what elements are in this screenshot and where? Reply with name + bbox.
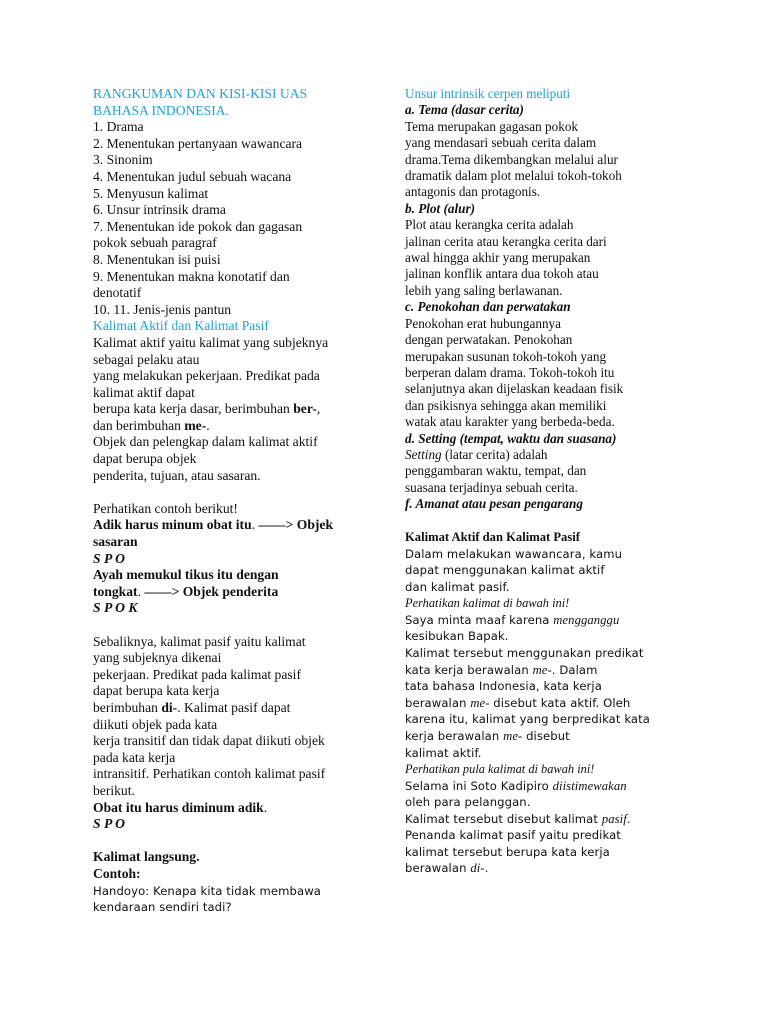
subheading-setting: d. Setting (tempat, waktu dan suasana) xyxy=(405,430,617,446)
instruction-line: Perhatikan kalimat di bawah ini! xyxy=(405,596,570,611)
list-item: 8. Menentukan isi puisi xyxy=(93,251,221,267)
paragraph-line xyxy=(93,401,383,418)
paragraph-line: sebagai pelaku atau xyxy=(93,351,200,367)
text: Selama ini Soto Kadipiro xyxy=(405,778,553,793)
text: . xyxy=(251,517,256,533)
paragraph-line: yang subjeknya dikenai xyxy=(93,650,222,666)
text: ––—> Objek xyxy=(255,517,334,533)
paragraph-line: awal hingga akhir yang merupakan xyxy=(405,250,591,266)
paragraph-line xyxy=(93,700,383,717)
text: . xyxy=(484,861,489,876)
paragraph-line: suasana terjadinya sebuah cerita. xyxy=(405,479,578,495)
paragraph-line: kalimat aktif. xyxy=(405,745,482,760)
text: berawalan xyxy=(405,861,471,876)
doc-title-line-2: BAHASA INDONESIA. xyxy=(93,102,229,118)
italic-term: pasif xyxy=(601,811,627,826)
paragraph-line: berperan dalam drama. Tokoh-tokoh itu xyxy=(405,364,615,380)
paragraph-line: karena itu, kalimat yang berpredikat kata xyxy=(405,712,650,727)
example-intro: Perhatikan contoh berikut! xyxy=(93,500,238,516)
paragraph-line: merupakan susunan tokoh-tokoh yang xyxy=(405,348,607,364)
paragraph-line: selanjutnya akan dijelaskan keadaan fisik xyxy=(405,381,624,397)
italic-term: mengganggu xyxy=(553,612,620,627)
italic-term: me- xyxy=(532,662,552,677)
text: Kalimat tersebut disebut kalimat xyxy=(405,811,602,826)
text: kata kerja berawalan xyxy=(405,662,533,677)
paragraph-line xyxy=(405,811,685,828)
text: Saya minta maaf karena xyxy=(405,612,554,627)
paragraph-line: yang melakukan pekerjaan. Predikat pada xyxy=(93,368,320,384)
text: kerja berawalan xyxy=(405,728,504,743)
paragraph-line: lebih yang saling berlawanan. xyxy=(405,282,563,298)
text: , xyxy=(316,401,321,417)
paragraph-line xyxy=(93,418,383,435)
left-column xyxy=(93,86,383,916)
list-item: pokok sebuah paragraf xyxy=(93,235,217,251)
list-item: 6. Unsur intrinsik drama xyxy=(93,202,226,218)
paragraph-line xyxy=(405,612,685,629)
paragraph-line: dan psikisnya sehingga akan memiliki xyxy=(405,397,607,413)
subheading-tema: a. Tema (dasar cerita) xyxy=(405,102,524,118)
section-heading-unsur: Unsur intrinsik cerpen meliputi xyxy=(405,86,571,101)
text: disebut kata aktif. Oleh xyxy=(489,695,631,710)
paragraph-line: yang mendasari sebuah cerita dalam xyxy=(405,135,597,151)
paragraph-line: kalimat aktif dapat xyxy=(93,384,195,400)
sentence-pattern: S P O xyxy=(93,550,125,566)
paragraph-line: Objek dan pelengkap dalam kalimat aktif xyxy=(93,434,318,450)
paragraph-line xyxy=(405,695,685,712)
subheading-kalimat-langsung: Kalimat langsung. xyxy=(93,849,200,865)
paragraph-line: Dalam melakukan wawancara, kamu xyxy=(405,546,623,561)
italic-term: me- xyxy=(470,695,490,710)
paragraph-line: tata bahasa Indonesia, kata kerja xyxy=(405,679,602,694)
list-item: denotatif xyxy=(93,285,142,301)
text: Adik harus minum obat itu xyxy=(93,517,252,533)
text: (latar cerita) adalah xyxy=(441,446,548,462)
paragraph-line: penderita, tujuan, atau sasaran. xyxy=(93,467,261,483)
paragraph-line: drama.Tema dikembangkan melalui alur xyxy=(405,151,618,167)
dialog-line: kendaraan sendiri tadi? xyxy=(93,900,232,915)
paragraph-line: diikuti objek pada kata xyxy=(93,716,218,732)
paragraph-line: Plot atau kerangka cerita adalah xyxy=(405,217,574,233)
instruction-line: Perhatikan pula kalimat di bawah ini! xyxy=(405,762,595,777)
paragraph-line: pada kata kerja xyxy=(93,749,176,765)
dialog-line: Handoyo: Kenapa kita tidak membawa xyxy=(93,883,321,898)
paragraph-line xyxy=(405,662,685,679)
text: Obat itu harus diminum adik xyxy=(93,799,264,815)
bold-affix: di- xyxy=(161,699,178,715)
list-item: 3. Sinonim xyxy=(93,152,153,168)
list-item: 2. Menentukan pertanyaan wawancara xyxy=(93,135,303,151)
paragraph-line: antagonis dan protagonis. xyxy=(405,184,541,200)
italic-term: Setting xyxy=(405,446,442,462)
subheading-amanat: f. Amanat atau pesan pengarang xyxy=(405,496,583,512)
text: berimbuhan xyxy=(93,699,162,715)
paragraph-line: Penanda kalimat pasif yaitu predikat xyxy=(405,828,621,843)
sentence-pattern: S P O xyxy=(93,816,125,832)
paragraph-line xyxy=(405,728,685,745)
paragraph-line xyxy=(405,447,685,463)
paragraph-line: dan kalimat pasif. xyxy=(405,579,510,594)
paragraph-line: jalinan cerita atau kerangka cerita dari xyxy=(405,233,607,249)
paragraph-line: kalimat tersebut berupa kata kerja xyxy=(405,844,610,859)
paragraph-line: dramatik dalam plot melalui tokoh-tokoh xyxy=(405,168,622,184)
text: . xyxy=(626,811,631,826)
text: . xyxy=(263,799,268,815)
list-item: 1. Drama xyxy=(93,119,144,135)
bold-affix: ber- xyxy=(293,401,317,417)
paragraph-line: Penokohan erat hubungannya xyxy=(405,315,562,331)
example-sentence: sasaran xyxy=(93,534,138,550)
italic-term: me- xyxy=(503,728,523,743)
paragraph-line: dengan perwatakan. Penokohan xyxy=(405,332,573,348)
paragraph-line: Sebaliknya, kalimat pasif yaitu kalimat xyxy=(93,633,306,649)
subheading-penokohan: c. Penokohan dan perwatakan xyxy=(405,299,571,315)
paragraph-line: dapat menggunakan kalimat aktif xyxy=(405,563,605,578)
subheading-plot: b. Plot (alur) xyxy=(405,200,475,216)
paragraph-line: dapat berupa objek xyxy=(93,451,197,467)
text: berawalan xyxy=(405,695,471,710)
example-sentence xyxy=(93,584,383,601)
text: berupa kata kerja dasar, berimbuhan xyxy=(93,401,294,417)
text: . xyxy=(206,417,210,433)
spacer xyxy=(405,513,685,530)
list-item: 4. Menentukan judul sebuah wacana xyxy=(93,168,292,184)
italic-term: di- xyxy=(470,861,485,876)
text: . Dalam xyxy=(551,662,598,677)
section-heading-aktif-pasif: Kalimat Aktif dan Kalimat Pasif xyxy=(93,318,269,334)
spacer xyxy=(93,833,383,850)
paragraph-line: dapat berupa kata kerja xyxy=(93,683,220,699)
text: ––—> Objek penderita xyxy=(140,583,279,599)
paragraph-line: Tema merupakan gagasan pokok xyxy=(405,118,579,134)
text: . Kalimat pasif dapat xyxy=(177,699,291,715)
spacer xyxy=(93,484,383,501)
paragraph-line: penggambaran waktu, tempat, dan xyxy=(405,463,587,479)
paragraph-line: Kalimat aktif yaitu kalimat yang subjeknya xyxy=(93,334,329,350)
paragraph-line: jalinan konflik antara dua tokoh atau xyxy=(405,266,599,282)
paragraph-line: berikut. xyxy=(93,782,135,798)
doc-title-line-1: RANGKUMAN DAN KISI-KISI UAS xyxy=(93,86,308,101)
list-item: 5. Menyusun kalimat xyxy=(93,185,209,201)
paragraph-line: oleh para pelanggan. xyxy=(405,795,531,810)
bold-affix: me- xyxy=(184,417,207,433)
spacer xyxy=(93,617,383,634)
list-item: 9. Menentukan makna konotatif dan xyxy=(93,268,290,284)
example-sentence xyxy=(93,800,383,817)
list-item: 7. Menentukan ide pokok dan gagasan xyxy=(93,218,303,234)
paragraph-line: intransitif. Perhatikan contoh kalimat pasif xyxy=(93,766,326,782)
text: tongkat xyxy=(93,583,138,599)
subheading-contoh: Contoh: xyxy=(93,865,141,881)
right-column xyxy=(405,86,685,877)
paragraph-line xyxy=(405,860,685,877)
text: disebut xyxy=(522,728,570,743)
text: dan berimbuhan xyxy=(93,417,185,433)
list-item: 10. 11. Jenis-jenis pantun xyxy=(93,301,232,317)
paragraph-line: Kalimat tersebut menggunakan predikat xyxy=(405,645,644,660)
example-sentence xyxy=(93,517,383,534)
paragraph-line: watak atau karakter yang berbeda-beda. xyxy=(405,414,615,430)
paragraph-line: kesibukan Bapak. xyxy=(405,629,509,644)
paragraph-line: kerja transitif dan tidak dapat diikuti objek xyxy=(93,733,325,749)
example-sentence: Ayah memukul tikus itu dengan xyxy=(93,567,279,583)
subheading-aktif-pasif: Kalimat Aktif dan Kalimat Pasif xyxy=(405,530,580,545)
italic-term: diistimewakan xyxy=(552,778,627,793)
sentence-pattern: S P O K xyxy=(93,600,138,616)
paragraph-line: pekerjaan. Predikat pada kalimat pasif xyxy=(93,666,301,682)
paragraph-line xyxy=(405,778,685,795)
text: . xyxy=(137,583,141,599)
